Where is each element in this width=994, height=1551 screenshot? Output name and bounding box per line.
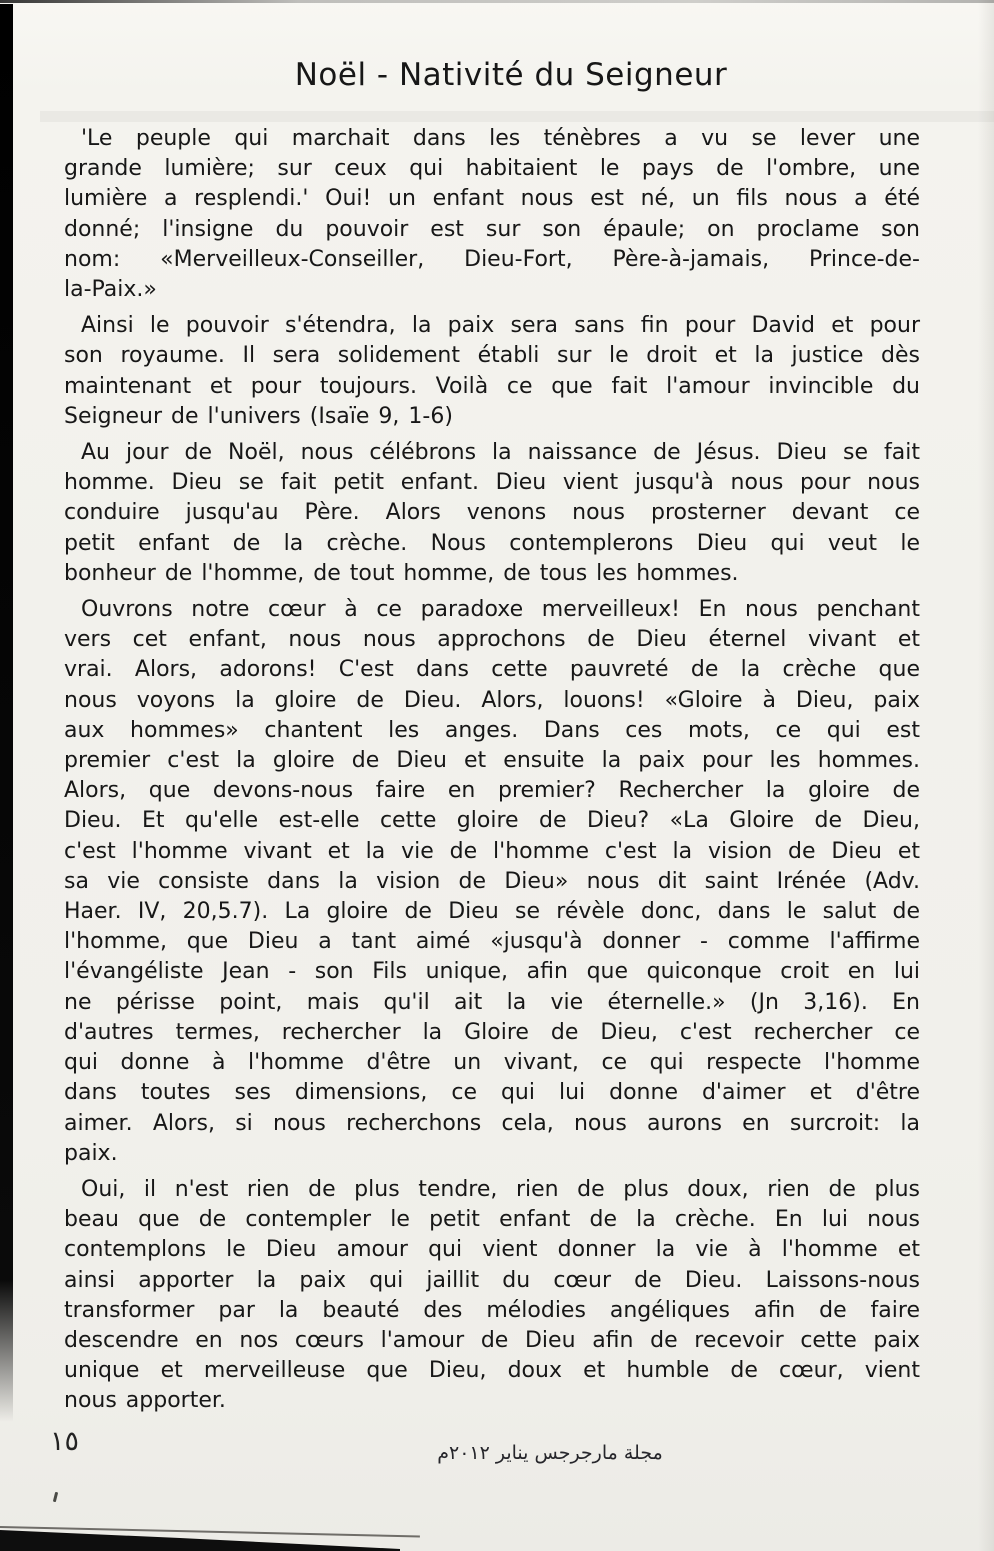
text-line: ainsi apporter la paix qui jaillit du cœur de Dieu. Laissons-nous <box>64 1267 920 1293</box>
text-line: lumière a resplendi.' Oui! un enfant nous est né, un fils nous a été <box>64 186 920 212</box>
text-line: aimer. Alors, si nous recherchons cela, nous aurons en surcroit: la <box>64 1110 920 1136</box>
scan-shadow-band <box>40 111 994 122</box>
text-line: conduire jusqu'au Père. Alors venons nous prosterner devant ce <box>64 500 920 526</box>
text-line: Haer. IV, 20,5.7). La gloire de Dieu se révèle donc, dans le salut de <box>64 899 920 925</box>
text-line: Oui, il n'est rien de plus tendre, rien de plus doux, rien de plus <box>81 1176 920 1202</box>
article-body <box>64 124 920 1423</box>
text-line: Ouvrons notre cœur à ce paradoxe merveilleux! En nous penchant <box>81 597 920 623</box>
paragraph <box>64 311 920 432</box>
text-line: paix. <box>64 1140 118 1166</box>
text-line: grande lumière; sur ceux qui habitaient le pays de l'ombre, une <box>64 156 920 182</box>
text-line: sa vie consiste dans la vision de Dieu» nous dit saint Irénée (Adv. <box>64 868 920 894</box>
text-line: l'évangéliste Jean - son Fils unique, afin que quiconque croit en lui <box>64 959 920 985</box>
journal-footer-note: مجلة مارجرجس يناير ٢٠١٢م <box>437 1442 663 1464</box>
text-line: ne périsse point, mais qu'il ait la vie éternelle.» (Jn 3,16). En <box>64 989 920 1015</box>
text-line: unique et merveilleuse que Dieu, doux et humble de cœur, vient <box>64 1358 920 1384</box>
page-title: Noël - Nativité du Seigneur <box>294 57 728 93</box>
text-line: nom: «Merveilleux-Conseiller, Dieu-Fort, Père-à-jamais, Prince-de- <box>64 246 920 272</box>
text-line: homme. Dieu se fait petit enfant. Dieu vient jusqu'à nous pour nous <box>64 470 920 496</box>
scan-stray-mark <box>53 1492 58 1502</box>
text-line: dans toutes ses dimensions, ce qui lui donne d'aimer et d'être <box>64 1080 920 1106</box>
text-line: beau que de contempler le petit enfant de la crèche. En lui nous <box>64 1207 920 1233</box>
text-line: 'Le peuple qui marchait dans les ténèbres a vu se lever une <box>81 126 920 151</box>
text-line: la-Paix.» <box>64 277 157 303</box>
text-line: nous apporter. <box>64 1388 226 1414</box>
text-line: premier c'est la gloire de Dieu et ensuite la paix pour les hommes. <box>64 748 920 774</box>
text-line: vrai. Alors, adorons! C'est dans cette pauvreté de la crèche que <box>64 657 920 683</box>
text-line: petit enfant de la crèche. Nous contemplerons Dieu qui veut le <box>64 530 920 556</box>
text-line: maintenant et pour toujours. Voilà ce que fait l'amour invincible du <box>64 373 920 399</box>
text-line: bonheur de l'homme, de tout homme, de tous les hommes. <box>64 560 739 586</box>
text-line: Au jour de Noël, nous célébrons la naissance de Jésus. Dieu se fait <box>81 440 920 466</box>
text-line: transformer par la beauté des mélodies angéliques afin de faire <box>64 1297 920 1323</box>
text-line: Ainsi le pouvoir s'étendra, la paix sera sans fin pour David et pour <box>81 313 920 339</box>
scan-edge-left <box>0 4 13 1422</box>
text-line: d'autres termes, rechercher la Gloire de Dieu, c'est rechercher ce <box>64 1019 920 1045</box>
text-line: Dieu. Et qu'elle est-elle cette gloire de Dieu? «La Gloire de Dieu, <box>64 808 920 834</box>
text-line: aux hommes» chantent les anges. Dans ces mots, ce qui est <box>64 717 920 743</box>
paragraph <box>64 124 920 305</box>
text-line: nous voyons la gloire de Dieu. Alors, louons! «Gloire à Dieu, paix <box>64 687 920 713</box>
text-line: contemplons le Dieu amour qui vient donner la vie à l'homme et <box>64 1237 920 1263</box>
page-number: ١٥ <box>50 1426 80 1457</box>
text-line: c'est l'homme vivant et la vie de l'homme c'est la vision de Dieu et <box>64 838 920 864</box>
paragraph <box>64 1175 920 1417</box>
text-line: son royaume. Il sera solidement établi sur le droit et la justice dès <box>64 343 920 369</box>
text-line: qui donne à l'homme d'être un vivant, ce qui respecte l'homme <box>64 1050 920 1076</box>
text-line: vers cet enfant, nous nous approchons de Dieu éternel vivant et <box>64 627 920 653</box>
text-line: Alors, que devons-nous faire en premier? Rechercher la gloire de <box>64 778 920 804</box>
scan-edge-top <box>0 0 994 3</box>
text-line: l'homme, que Dieu a tant aimé «jusqu'à donner - comme l'affirme <box>64 929 920 955</box>
paragraph <box>64 438 920 589</box>
text-line: donné; l'insigne du pouvoir est sur son épaule; on proclame son <box>64 216 920 242</box>
text-line: descendre en nos cœurs l'amour de Dieu afin de recevoir cette paix <box>64 1327 920 1353</box>
text-line: Seigneur de l'univers (Isaïe 9, 1-6) <box>64 403 453 429</box>
paragraph <box>64 595 920 1169</box>
